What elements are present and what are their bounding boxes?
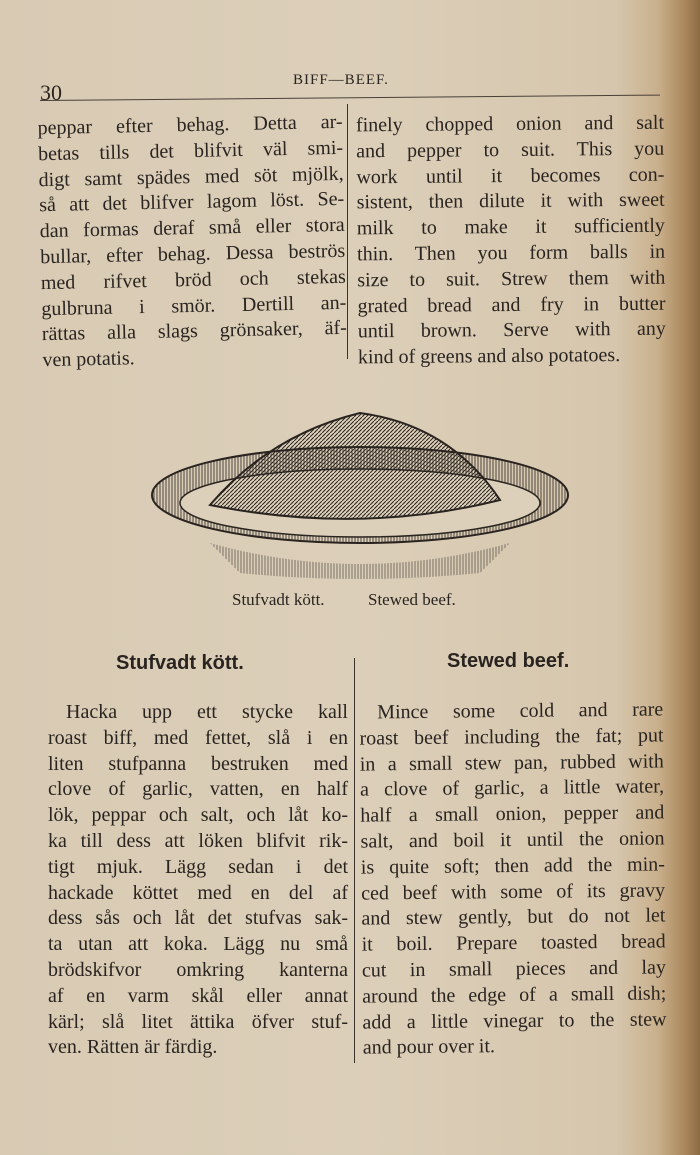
page-number: 30 bbox=[40, 80, 62, 105]
stewed-beef-illustration bbox=[150, 405, 570, 585]
text-line: dess sås och låt det stufvas sak- bbox=[48, 907, 348, 930]
text-line: rättas alla slags grönsaker, äf- bbox=[41, 317, 348, 346]
text-line: milk to make it sufficiently bbox=[356, 214, 665, 240]
text-line: bullar, efter behag. Dessa beströs bbox=[40, 239, 346, 269]
text-line: clove of garlic, vatten, en half bbox=[48, 778, 348, 801]
text-line: until brown. Serve with any bbox=[357, 318, 666, 343]
text-line: cut in small pieces and lay bbox=[361, 956, 667, 982]
text-line: ta utan att koka. Lägg nu små bbox=[48, 933, 348, 956]
text-line: peppar efter behag. Detta ar- bbox=[37, 110, 343, 140]
text-line: thin. Then you form balls in bbox=[357, 240, 666, 266]
text-line: half a small onion, pepper and bbox=[360, 801, 665, 827]
text-line: salt, and boil it until the onion bbox=[360, 827, 665, 853]
running-head: BIFF—BEEF. bbox=[293, 72, 389, 88]
text-line: ka till dess att löken blifvit rik- bbox=[48, 829, 348, 852]
text-line: size to suit. Strew them with bbox=[357, 266, 666, 292]
caption-english: Stewed beef. bbox=[368, 590, 456, 609]
text-line: kind of greens and also potatoes. bbox=[357, 344, 621, 369]
recipe-title-english: Stewed beef. bbox=[447, 650, 570, 672]
text-line: hackade köttet med en del af bbox=[48, 881, 348, 904]
text-line: med rifvet bröd och stekas bbox=[40, 265, 346, 294]
text-line: af en varm skål eller annat bbox=[48, 984, 348, 1007]
header-rule bbox=[40, 95, 660, 101]
recipe-body-swedish bbox=[48, 700, 348, 1061]
text-line: work until it becomes con- bbox=[356, 163, 665, 188]
text-line: gulbruna i smör. Dertill an- bbox=[41, 291, 347, 320]
text-line: ced beef with some of its gravy bbox=[361, 878, 666, 905]
text-line: så att det blifver lagom löst. Se- bbox=[38, 188, 345, 217]
recipe-body-english bbox=[359, 697, 667, 1061]
text-line: lök, peppar och salt, och låt ko- bbox=[48, 804, 348, 827]
top-right-column bbox=[356, 111, 666, 372]
text-line: tigt mjuk. Lägg sedan i det bbox=[48, 855, 348, 878]
column-divider-bottom bbox=[354, 658, 355, 1063]
text-line: around the edge of a small dish; bbox=[362, 982, 667, 1008]
text-line: dan formas deraf små eller stora bbox=[39, 213, 345, 243]
text-line: and stew gently, but do not let bbox=[361, 904, 666, 930]
text-line: roast biff, med fettet, slå i en bbox=[48, 726, 348, 749]
text-line: grated bread and fry in butter bbox=[357, 292, 666, 317]
caption-swedish: Stufvadt kött. bbox=[232, 590, 325, 609]
text-line: a clove of garlic, a little water, bbox=[359, 775, 665, 801]
text-line: sistent, then dilute it with sweet bbox=[356, 189, 665, 214]
text-line: in a small stew pan, rubbed with bbox=[359, 750, 664, 776]
text-line: it boil. Prepare toasted bread bbox=[361, 930, 666, 956]
text-line: liten stufpanna bestruken med bbox=[48, 752, 348, 775]
text-line: is quite soft; then add the min- bbox=[360, 853, 665, 879]
text-line: ven. Rätten är färdig. bbox=[48, 1036, 218, 1059]
text-line: and pour over it. bbox=[362, 1035, 496, 1059]
column-divider-top bbox=[347, 104, 348, 359]
text-line: and pepper to suit. This you bbox=[356, 137, 665, 163]
text-line: Mince some cold and rare bbox=[377, 698, 664, 724]
text-line: digt samt spädes med söt mjölk, bbox=[38, 162, 344, 191]
text-line: betas tills det blifvit väl smi- bbox=[37, 136, 344, 166]
text-line: Hacka upp ett stycke kall bbox=[66, 701, 348, 723]
text-line: add a little vinegar to the stew bbox=[362, 1007, 667, 1034]
text-line: kärl; slå litet ättika öfver stuf- bbox=[48, 1010, 348, 1033]
top-left-column bbox=[37, 110, 347, 374]
text-line: ven potatis. bbox=[42, 347, 135, 372]
recipe-title-swedish: Stufvadt kött. bbox=[116, 652, 244, 674]
text-line: roast beef including the fat; put bbox=[359, 724, 664, 750]
text-line: brödskifvor omkring kanterna bbox=[48, 958, 348, 981]
text-line: finely chopped onion and salt bbox=[355, 111, 665, 137]
